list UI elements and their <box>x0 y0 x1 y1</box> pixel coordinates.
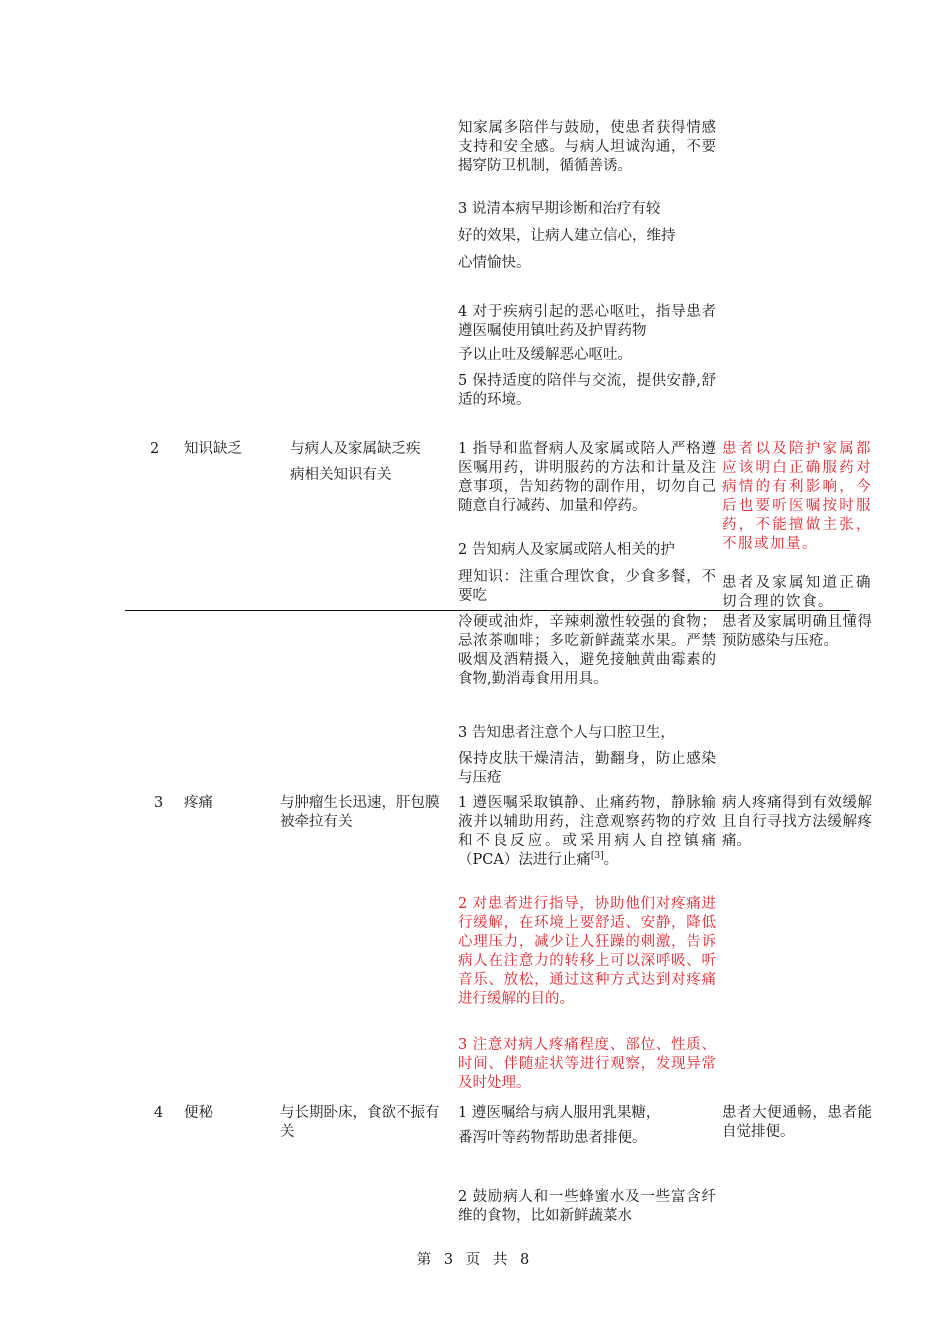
row2-measure-2c: 冷硬或油炸，辛辣刺激性较强的食物；忌浓茶咖啡；多吃新鲜蔬菜水果。严禁吸烟及酒精摄入，避免接触黄曲霉素的食物,勤消毒食用用具。 <box>458 614 716 687</box>
row1-measure-4b: 予以止吐及缓解恶心呕吐。 <box>458 347 632 363</box>
row-number: 4 <box>154 1105 164 1121</box>
page-footer: 第 3 页 共 8 <box>416 1252 534 1268</box>
row1-measure-3a: 3 说清本病早期诊断和治疗有较 <box>458 201 661 217</box>
row3-measure-1 <box>458 794 716 870</box>
row3-measure-2: 2 对患者进行指导，协助他们对疼痛进行缓解，在环境上要舒适、安静，降低心理压力，减少让人狂躁的刺激，告诉病人在注意力的转移上可以深呼吸、听音乐、放松，通过这种方式达到对疼痛进行缓解的目的。 <box>458 896 716 1007</box>
row3-measure-1-text: 1 遵医嘱采取镇静、止痛药物，静脉输液并以辅助用药，注意观察药物的疗效和不良反应。或采用病人自控镇痛（PCA）法进行止痛 <box>458 795 716 868</box>
nursing-diagnosis: 疼痛 <box>184 795 213 811</box>
related-cause: 与肿瘤生长迅速，肝包膜被牵拉有关 <box>280 795 440 830</box>
row2-measure-2b: 理知识：注重合理饮食，少食多餐，不要吃 <box>458 569 716 604</box>
row4-measure-2: 2 鼓励病人和一些蜂蜜水及一些富含纤维的食物，比如新鲜蔬菜水 <box>458 1189 716 1224</box>
row2-measure-3a: 3 告知患者注意个人与口腔卫生， <box>458 725 675 741</box>
row2-evaluation-3: 患者及家属明确且懂得预防感染与压疮。 <box>722 614 872 649</box>
row1-measure-3c: 心情愉快。 <box>458 255 531 271</box>
table-row-divider <box>125 610 850 611</box>
row2-measure-2a: 2 告知病人及家属或陪人相关的护 <box>458 542 675 558</box>
row-number: 3 <box>154 795 164 811</box>
row1-measure-5: 5 保持适度的陪伴与交流，提供安静,舒适的环境。 <box>458 373 716 408</box>
related-cause-line2: 病相关知识有关 <box>290 467 392 483</box>
row1-measure-4a: 4 对于疾病引起的恶心呕吐，指导患者遵医嘱使用镇吐药及护胃药物 <box>458 304 716 339</box>
row2-measure-3b: 保持皮肤干燥清洁，勤翻身，防止感染与压疮 <box>458 751 716 786</box>
nursing-diagnosis: 知识缺乏 <box>184 441 242 457</box>
row2-measure-1: 1 指导和监督病人及家属或陪人严格遵医嘱用药，讲明服药的方法和计量及注意事项，告知药物的副作用，切勿自己随意自行减药、加量和停药。 <box>458 441 716 514</box>
nursing-diagnosis: 便秘 <box>184 1105 213 1121</box>
row3-measure-3: 3 注意对病人疼痛程度、部位、性质、时间、伴随症状等进行观察，发现异常及时处理。 <box>458 1037 716 1091</box>
citation-ref: [3] <box>590 851 604 862</box>
related-cause-line1: 与病人及家属缺乏疾 <box>290 441 421 457</box>
row4-evaluation: 患者大便通畅，患者能自觉排便。 <box>722 1105 872 1140</box>
row-number: 2 <box>150 441 160 457</box>
row1-measure-3b: 好的效果，让病人建立信心，维持 <box>458 228 676 244</box>
row2-evaluation-2: 患者及家属知道正确切合理的饮食。 <box>722 575 872 610</box>
row3-evaluation: 病人疼痛得到有效缓解且自行寻找方法缓解疼痛。 <box>722 795 872 849</box>
row2-evaluation-red: 患者以及陪护家属都应该明白正确服药对病情的有利影响，今后也要听医嘱按时服药，不能擅做主张，不服或加量。 <box>722 441 872 552</box>
row4-measure-1a: 1 遵医嘱给与病人服用乳果糖， <box>458 1105 661 1121</box>
related-cause: 与长期卧床，食欲不振有关 <box>280 1105 440 1140</box>
row4-measure-1b: 番泻叶等药物帮助患者排便。 <box>458 1130 647 1146</box>
row3-measure-1-end: 。 <box>603 852 619 868</box>
row1-measure-continued: 知家属多陪伴与鼓励，使患者获得情感支持和安全感。与病人坦诚沟通，不要揭穿防卫机制，循循善诱。 <box>458 120 716 174</box>
